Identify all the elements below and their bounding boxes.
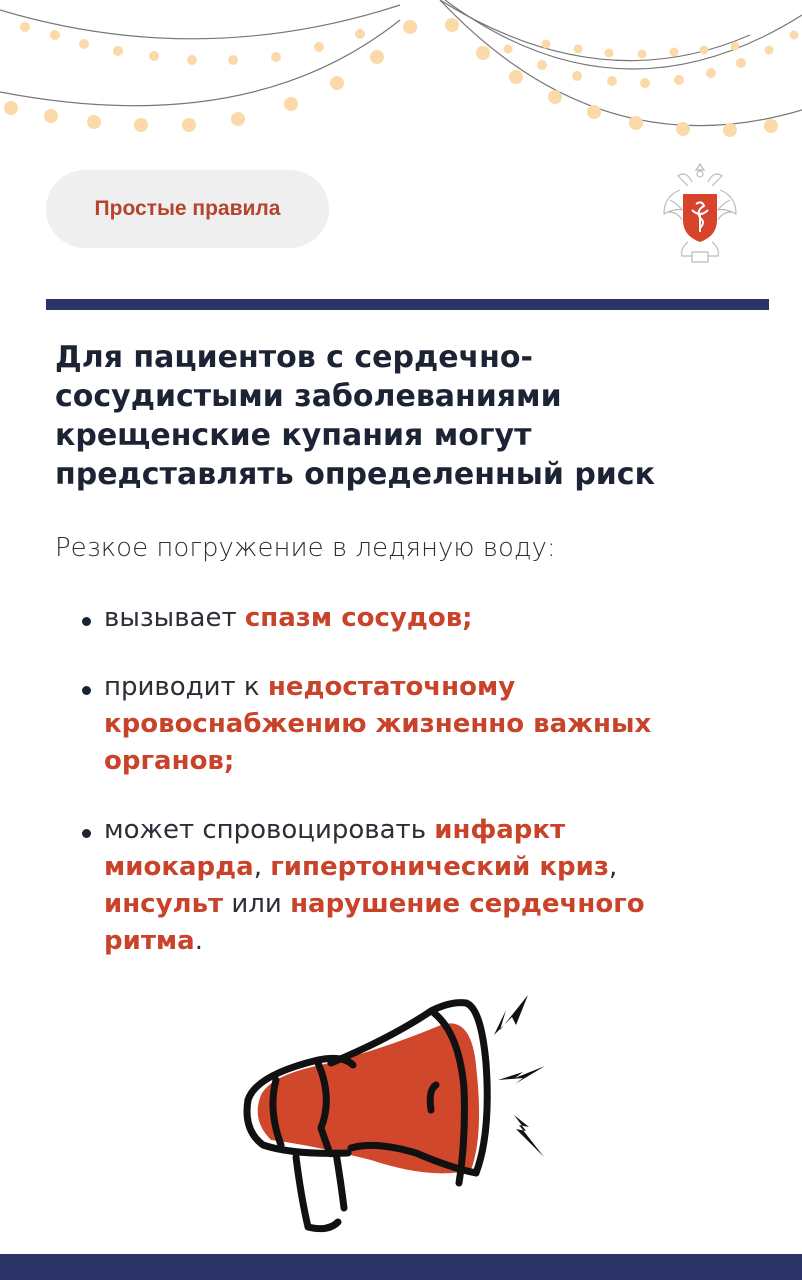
list-item-highlight: спазм сосудов; bbox=[244, 603, 473, 633]
list-item-text: , bbox=[608, 852, 618, 882]
list-item-highlight: инсульт bbox=[104, 889, 224, 919]
list-item-text: приводит к bbox=[104, 672, 268, 702]
list-item-text: может спровоцировать bbox=[104, 815, 435, 845]
list-item-text: . bbox=[194, 926, 203, 956]
lead-text: Резкое погружение в ледяную воду: bbox=[55, 533, 556, 563]
list-item bbox=[80, 669, 720, 780]
header-divider bbox=[46, 299, 769, 310]
ministry-of-health-emblem-icon bbox=[662, 152, 738, 268]
list-item-highlight: нарушение сердечного ритма bbox=[104, 889, 645, 956]
list-item-highlight: недостаточному кровоснабжению жизненно важных органов; bbox=[104, 672, 652, 776]
list-item-text: вызывает bbox=[104, 603, 245, 633]
list-item-text: , bbox=[253, 852, 271, 882]
list-item-highlight: гипертонический криз bbox=[270, 852, 609, 882]
list-item bbox=[80, 812, 720, 960]
footer-bar bbox=[0, 1254, 802, 1280]
page-title: Для пациентов с сердечно-сосудистыми заболеваниями крещенские купания могут представлять определенный риск bbox=[55, 340, 655, 492]
category-tag bbox=[46, 170, 329, 248]
list-item-highlight: инфаркт миокарда bbox=[104, 815, 566, 882]
risk-list bbox=[80, 600, 720, 992]
megaphone-icon bbox=[236, 985, 566, 1245]
garland-decoration bbox=[0, 0, 802, 150]
list-item bbox=[80, 600, 720, 637]
list-item-text: или bbox=[223, 889, 291, 919]
category-tag-label: Простые правила bbox=[94, 197, 281, 220]
